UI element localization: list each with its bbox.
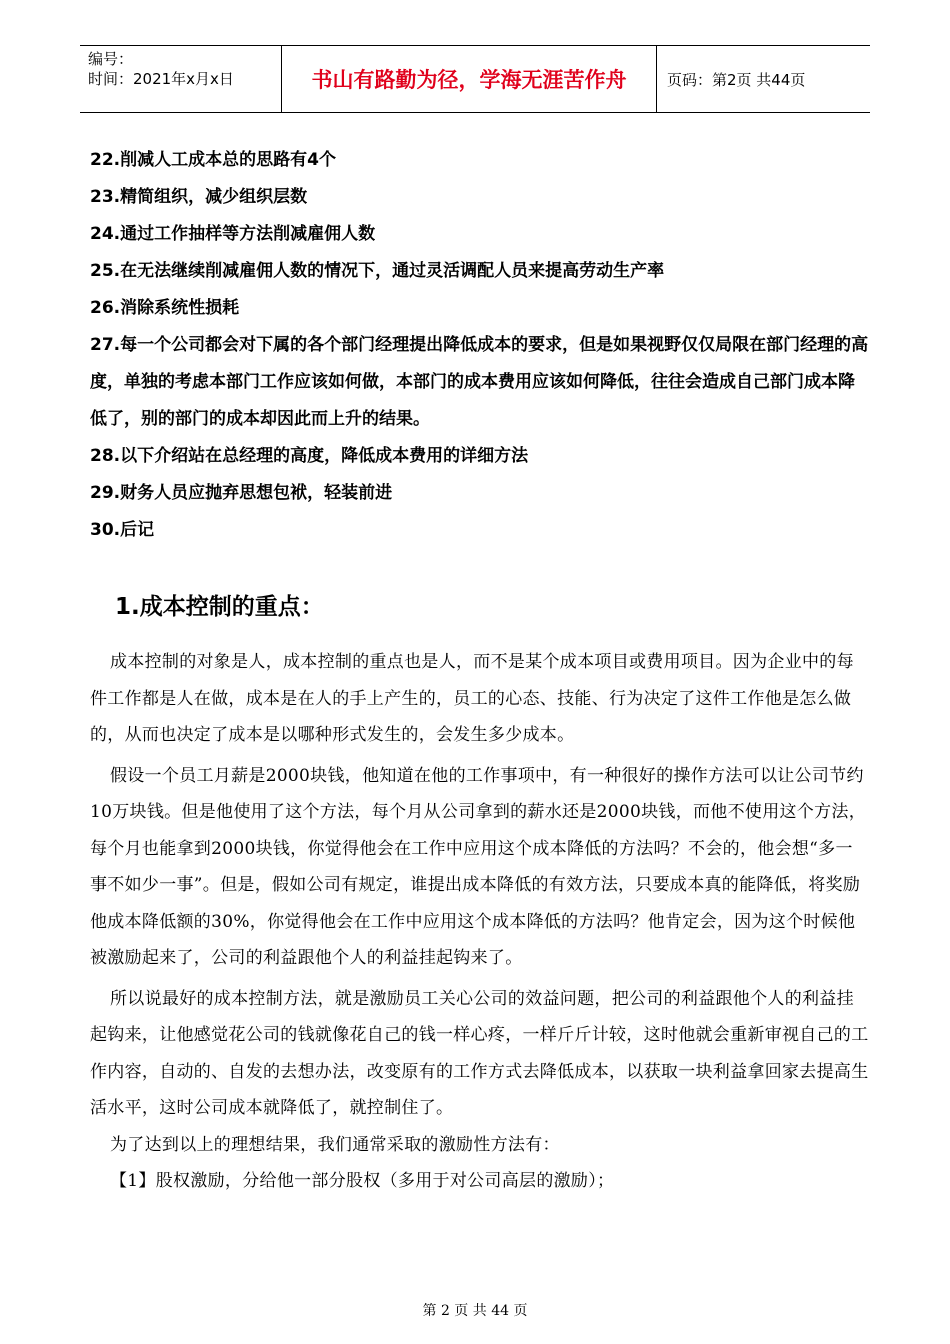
document-time-label: 时间：2021年x月x日 (88, 70, 234, 88)
header-page-label: 页码：第2页 共44页 (667, 70, 806, 89)
paragraph: 所以说最好的成本控制方法，就是激励员工关心公司的效益问题，把公司的利益跟他个人的利益挂起钩来，让他感觉花公司的钱就像花自己的钱一样心疼，一样斤斤计较，这时他就会重新审视自己的工作内容，自动的、自发的去想办法，改变原有的工作方式去降低成本，以获取一块利益拿回家去提高生活水平，这时公司成本就降低了，就控制住了。 (90, 988, 869, 1118)
paragraph: 成本控制的对象是人，成本控制的重点也是人，而不是某个成本项目或费用项目。因为企业中的每件工作都是人在做，成本是在人的手上产生的，员工的心态、技能、行为决定了这件工作他是怎么做的，从而也决定了成本是以哪种形式发生的，会发生多少成本。 (90, 652, 854, 745)
toc-item: 28.以下介绍站在总经理的高度，降低成本费用的详细方法 (90, 446, 529, 466)
page-header (80, 45, 870, 113)
toc-item: 22.削减人工成本总的思路有4个 (90, 150, 336, 170)
paragraph: 假设一个员工月薪是2000块钱，他知道在他的工作事项中，有一种很好的操作方法可以让公司节约10万块钱。但是他使用了这个方法，每个月从公司拿到的薪水还是2000块钱，而他不使用这个方法，每个月也能拿到2000块钱，你觉得他会在工作中应用这个成本降低的方法吗？不会的，他会想“多一事不如少一事”。但是，假如公司有规定，谁提出成本降低的有效方法，只要成本真的能降低，将奖励他成本降低额的30%，你觉得他会在工作中应用这个成本降低的方法吗？他肯定会，因为这个时候他被激励起来了，公司的利益跟他个人的利益挂起钩来了。 (90, 765, 866, 968)
section-title: 1.成本控制的重点： (115, 594, 324, 620)
toc-item: 23.精简组织，减少组织层数 (90, 187, 308, 207)
toc-item: 25.在无法继续削减雇佣人数的情况下，通过灵活调配人员来提高劳动生产率 (90, 261, 665, 281)
document-number-label: 编号： (88, 50, 134, 68)
paragraph: 为了达到以上的理想结果，我们通常采取的激励性方法有： (110, 1134, 560, 1155)
toc-item: 26.消除系统性损耗 (90, 298, 240, 318)
paragraph: 【1】股权激励，分给他一部分股权（多用于对公司高层的激励）； (110, 1171, 615, 1191)
toc-item: 24.通过工作抽样等方法削减雇佣人数 (90, 224, 376, 244)
table-of-contents (90, 142, 870, 549)
header-meta (80, 46, 282, 112)
toc-item: 27.每一个公司都会对下属的各个部门经理提出降低成本的要求，但是如果视野仅仅局限在部门经理的高度，单独的考虑本部门工作应该如何做，本部门的成本费用应该如何降低，往往会造成自己部门成本降低了，别的部门的成本却因此而上升的结果。 (90, 335, 869, 429)
page-footer: 第 2 页 共 44 页 (422, 1303, 528, 1319)
toc-item: 29.财务人员应抛弃思想包袱，轻装前进 (90, 483, 393, 503)
toc-item: 30.后记 (90, 520, 155, 540)
section-body (90, 644, 870, 1200)
header-motto: 书山有路勤为径，学海无涯苦作舟 (282, 46, 657, 112)
